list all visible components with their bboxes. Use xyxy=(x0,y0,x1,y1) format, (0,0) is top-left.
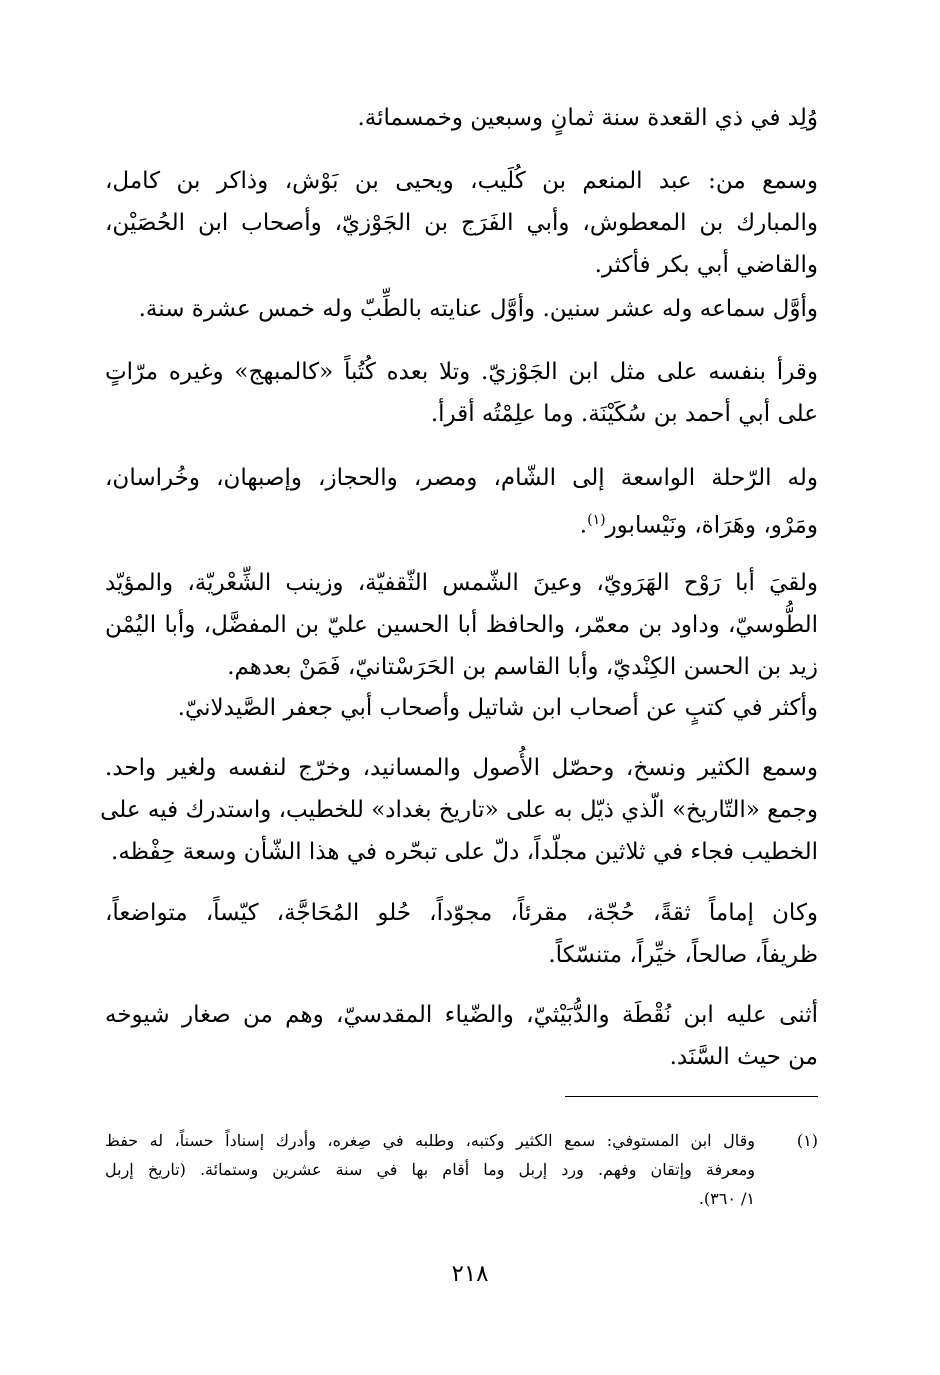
footnote-separator xyxy=(565,1096,818,1097)
text-line: وُلِد في ذي القعدة سنة ثمانٍ وسبعين وخمسمائة. xyxy=(357,105,818,131)
text-line: ظريفاً، صالحاً، خيِّراً، متنسّكاً. xyxy=(548,942,818,968)
text-line: وجمع «التّاريخ» الّذي ذيّل به على «تاريخ بغداد» للخطيب، واستدرك فيه على xyxy=(100,797,818,823)
text-line: وقرأ بنفسه على مثل ابن الجَوْزيّ. وتلا بعده كُتُباً «كالمبهج» وغيره مرّاتٍ xyxy=(105,359,818,385)
text-line: وسمع الكثير ونسخ، وحصّل الأُصول والمسانيد، وخرّج لنفسه ولغير واحد. xyxy=(105,755,818,781)
text-line: وله الرّحلة الواسعة إلى الشّام، ومصر، والحجاز، وإصبهان، وخُراسان، xyxy=(105,465,818,491)
text-run: ومَرْو، وهَرَاة، ونَيْسابور xyxy=(605,512,818,539)
text-line: وسمع من: عبد المنعم بن كُلَيب، ويحيى بن بَوْش، وذاكر بن كامل، xyxy=(105,168,818,194)
text-line: على أبي أحمد بن سُكَيْنَة. وما علِمْتُه أقرأ. xyxy=(430,401,818,427)
footnote-line: ١/ ٣٦٠). xyxy=(698,1189,755,1208)
text-line: من حيث السَّنَد. xyxy=(669,1044,818,1070)
text-line: الخطيب فجاء في ثلاثين مجلّداً، دلّ على تبحّره في هذا الشّأن وسعة حِفْظه. xyxy=(111,839,818,865)
footnote-number: (١) xyxy=(796,1131,818,1150)
text-line: ولقيَ أبا رَوْح الهَرَويّ، وعينَ الشّمس الثّقفيّة، وزينب الشِّعْريّة، والمؤيّد xyxy=(105,570,818,596)
page-number: ٢١٨ xyxy=(451,1261,489,1287)
text-line: زيد بن الحسن الكِنْديّ، وأبا القاسم بن الحَرَسْتانيّ، فَمَنْ بعدهم. xyxy=(227,654,818,680)
text-line xyxy=(300,500,818,546)
text-line: والقاضي أبي بكر فأكثر. xyxy=(594,252,818,278)
footnote-reference: (١) xyxy=(587,512,606,528)
text-run: . xyxy=(579,512,588,539)
text-line: الطُّوسيّ، وداود بن معمّر، والحافظ أبا الحسين عليّ بن المفضَّل، وأبا اليُمْن xyxy=(105,612,818,638)
footnote-line: ومعرفة وإتقان وفهم. ورد إربل وما أقام بها في سنة عشرين وستمائة. (تاريخ إربل xyxy=(105,1160,755,1179)
text-line: وكان إماماً ثقةً، حُجّة، مقرئاً، مجوّداً، حُلو المُحَاجَّة، كيّساً، متواضعاً، xyxy=(105,900,818,926)
footnote-line: وقال ابن المستوفي: سمع الكثير وكتبه، وطلبه في صِغره، وأدرك إسناداً حسناً، له حفظ xyxy=(105,1131,755,1150)
text-line: والمبارك بن المعطوش، وأبي الفَرَج بن الجَوْزيّ، وأصحاب ابن الحُصَيْن، xyxy=(105,210,818,236)
text-line: أثنى عليه ابن نُقْطَة والدُّبَيْثيّ، والضّياء المقدسيّ، وهم من صغار شيوخه xyxy=(105,1002,818,1028)
text-line: وأكثر في كتبٍ عن أصحاب ابن شاتيل وأصحاب أبي جعفر الصَّيدلانيّ. xyxy=(177,695,818,721)
text-line: وأوَّل سماعه وله عشر سنين. وأوَّل عنايته بالطِّبّ وله خمس عشرة سنة. xyxy=(138,296,818,322)
